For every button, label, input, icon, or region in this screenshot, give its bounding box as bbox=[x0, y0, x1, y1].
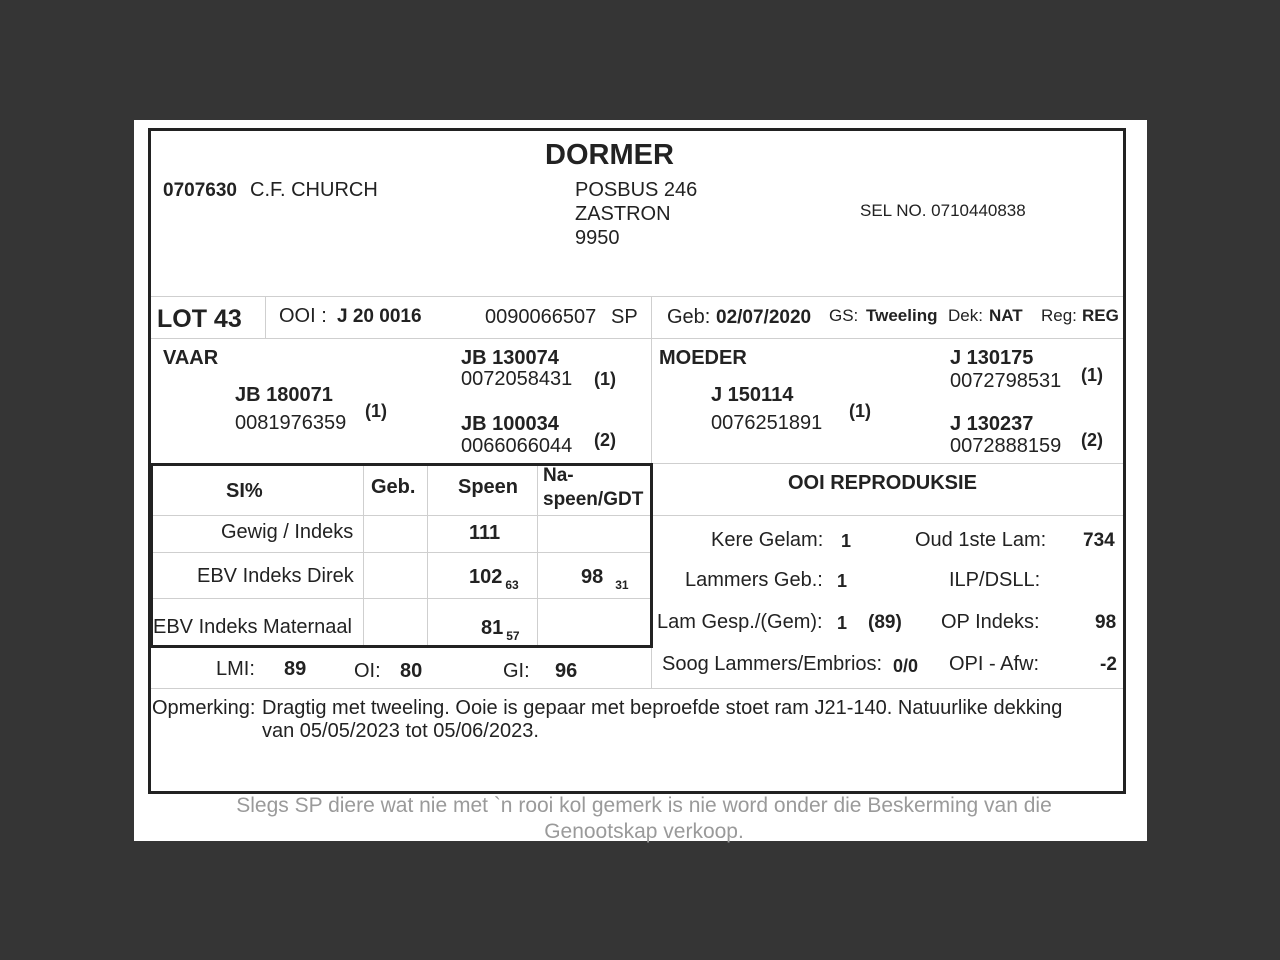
reproduction-title: OOI REPRODUKSIE bbox=[788, 472, 977, 494]
ilp-label: ILP/DSLL: bbox=[949, 569, 1041, 591]
header-naspeen-1: Na- bbox=[543, 465, 574, 486]
row-label-direk: EBV Indeks Direk bbox=[197, 565, 354, 587]
moeder-id: J 150114 bbox=[711, 384, 794, 406]
vaar-dam-number: 0066066044 bbox=[461, 435, 573, 457]
gs-value: Tweeling bbox=[866, 306, 938, 325]
vaar-label: VAAR bbox=[163, 347, 219, 369]
kere-gelam-label: Kere Gelam: bbox=[711, 529, 824, 551]
lmi-label: LMI: bbox=[216, 658, 255, 680]
reg-value: REG bbox=[1082, 306, 1119, 325]
moeder-dam-number: 0072888159 bbox=[950, 435, 1062, 457]
opi-value: -2 bbox=[1100, 654, 1117, 675]
direk-naspeen-value: 98 bbox=[581, 566, 604, 588]
ooi-id: J 20 0016 bbox=[337, 306, 422, 327]
remark-line-1: Dragtig met tweeling. Ooie is gepaar met beproefde stoet ram J21-140. Natuurlike dekking bbox=[262, 697, 1063, 719]
moeder-dam-id: J 130237 bbox=[950, 413, 1034, 435]
vaar-id: JB 180071 bbox=[235, 384, 333, 406]
moeder-number: 0076251891 bbox=[711, 412, 823, 434]
card-frame bbox=[148, 128, 1126, 794]
reg-label: Reg: bbox=[1041, 306, 1077, 325]
direk-speen-sub: 63 bbox=[505, 578, 519, 592]
oud-value: 734 bbox=[1083, 530, 1115, 551]
lam-gesp-label: Lam Gesp./(Gem): bbox=[657, 611, 823, 633]
oi-label: OI: bbox=[354, 660, 381, 682]
gi-value: 96 bbox=[555, 660, 578, 682]
gewig-speen: 111 bbox=[469, 522, 501, 544]
moeder-sire-id: J 130175 bbox=[950, 347, 1034, 369]
header-speen: Speen bbox=[458, 476, 519, 498]
row-label-gewig: Gewig / Indeks bbox=[221, 521, 354, 543]
vaar-mark: (1) bbox=[365, 401, 387, 421]
header-naspeen-2: speen/GDT bbox=[543, 489, 644, 510]
dek-value: NAT bbox=[989, 306, 1023, 325]
address-line-2: ZASTRON bbox=[575, 203, 671, 225]
oi-value: 80 bbox=[400, 660, 423, 682]
address-line-3: 9950 bbox=[575, 227, 620, 249]
sel-number: SEL NO. 0710440838 bbox=[860, 201, 1026, 220]
maternaal-speen bbox=[481, 617, 520, 647]
address-line-1: POSBUS 246 bbox=[575, 179, 698, 201]
lam-gesp-gem: (89) bbox=[868, 612, 902, 633]
lam-gesp-value: 1 bbox=[837, 613, 848, 633]
op-label: OP Indeks: bbox=[941, 611, 1040, 633]
direk-speen-value: 102 bbox=[469, 566, 503, 588]
vaar-sire-id: JB 130074 bbox=[461, 347, 559, 369]
vaar-number: 0081976359 bbox=[235, 412, 347, 434]
dek-label: Dek: bbox=[948, 306, 983, 325]
geb-value: 02/07/2020 bbox=[716, 307, 812, 328]
sp-mark: SP bbox=[611, 306, 638, 328]
header-si: SI% bbox=[226, 480, 263, 502]
kere-gelam-value: 1 bbox=[841, 531, 852, 551]
gi-label: GI: bbox=[503, 660, 530, 682]
oud-label: Oud 1ste Lam: bbox=[915, 529, 1047, 551]
footer-line-1: Slegs SP diere wat nie met `n rooi kol gemerk is nie word onder die Beskerming van die bbox=[236, 794, 1052, 817]
moeder-sire-mark: (1) bbox=[1081, 365, 1103, 385]
vaar-dam-mark: (2) bbox=[594, 430, 616, 450]
lmi-value: 89 bbox=[284, 658, 307, 680]
soog-label: Soog Lammers/Embrios: bbox=[662, 653, 883, 675]
row-label-maternaal: EBV Indeks Maternaal bbox=[153, 616, 352, 638]
lammers-geb-label: Lammers Geb.: bbox=[685, 569, 823, 591]
moeder-dam-mark: (2) bbox=[1081, 430, 1103, 450]
maternaal-speen-sub: 57 bbox=[506, 629, 520, 643]
op-value: 98 bbox=[1095, 612, 1117, 633]
moeder-label: MOEDER bbox=[659, 347, 747, 369]
vaar-sire-number: 0072058431 bbox=[461, 368, 573, 390]
vaar-sire-mark: (1) bbox=[594, 369, 616, 389]
direk-speen bbox=[469, 566, 519, 596]
lot-number: LOT 43 bbox=[157, 305, 242, 333]
geb-label: Geb: bbox=[667, 306, 711, 328]
moeder-sire-number: 0072798531 bbox=[950, 370, 1062, 392]
remark-line-2: van 05/05/2023 tot 05/06/2023. bbox=[262, 720, 539, 742]
direk-naspeen bbox=[581, 566, 629, 596]
vaar-dam-id: JB 100034 bbox=[461, 413, 559, 435]
ooi-label: OOI : bbox=[279, 305, 327, 327]
id-number: 0090066507 bbox=[485, 306, 597, 328]
footer-line-2: Genootskap verkoop. bbox=[544, 820, 744, 843]
breeder-name: C.F. CHURCH bbox=[250, 179, 378, 201]
soog-value: 0/0 bbox=[893, 656, 919, 676]
direk-naspeen-sub: 31 bbox=[615, 578, 629, 592]
remark-label: Opmerking: bbox=[152, 697, 256, 719]
header-geb: Geb. bbox=[371, 476, 416, 498]
maternaal-speen-value: 81 bbox=[481, 617, 504, 639]
breeder-number: 0707630 bbox=[163, 180, 237, 201]
opi-label: OPI - Afw: bbox=[949, 653, 1040, 675]
breed-title: DORMER bbox=[545, 139, 674, 171]
moeder-mark: (1) bbox=[849, 401, 871, 421]
lammers-geb-value: 1 bbox=[837, 571, 848, 591]
gs-label: GS: bbox=[829, 306, 859, 325]
